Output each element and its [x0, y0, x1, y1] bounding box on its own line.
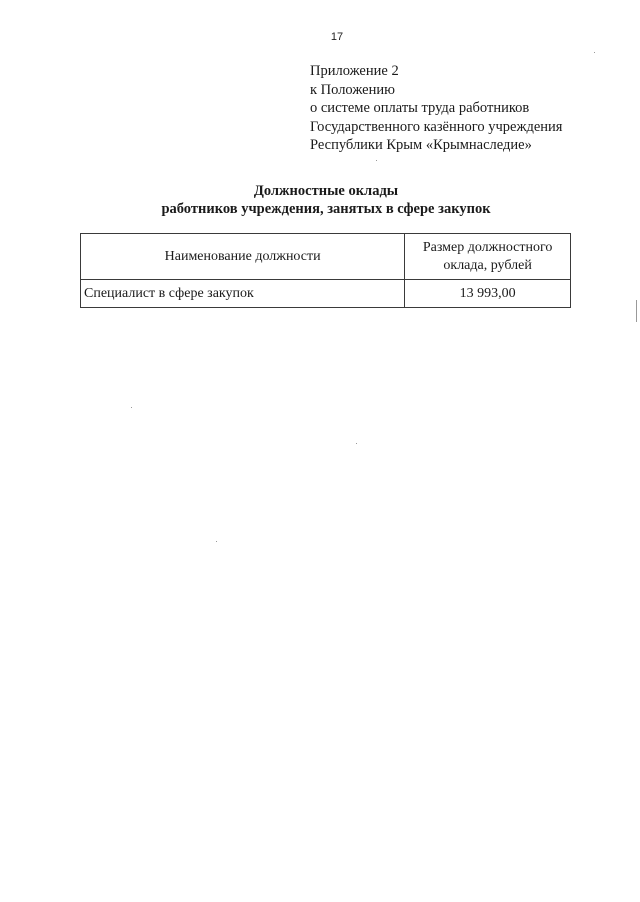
- scan-speck: [594, 52, 595, 53]
- scan-speck: [216, 541, 217, 542]
- scan-speck: [356, 443, 357, 444]
- scan-speck: [636, 300, 637, 322]
- scan-speck: [376, 160, 377, 161]
- page-number: 17: [330, 31, 344, 43]
- table-header-row: [81, 234, 571, 280]
- document-title: [0, 182, 640, 218]
- annex-line: Приложение 2: [310, 63, 399, 79]
- header-salary-line-1: Размер должностного: [422, 239, 553, 255]
- scan-speck: [131, 407, 132, 408]
- annex-block: [310, 62, 562, 155]
- annex-line: Государственного казённого учреждения: [310, 118, 563, 135]
- title-line-1: Должностные оклады: [253, 183, 399, 199]
- cell-position: Специалист в сфере закупок: [81, 280, 405, 308]
- title-line-2: работников учреждения, занятых в сфере закупок: [161, 201, 491, 217]
- header-salary-line-2: оклада, рублей: [443, 257, 532, 273]
- annex-line: Республики Крым «Крымнаследие»: [310, 137, 532, 153]
- salary-table: [80, 233, 571, 308]
- header-position: Наименование должности: [81, 234, 405, 280]
- header-salary: [405, 234, 571, 280]
- annex-line: о системе оплаты труда работников: [310, 100, 530, 116]
- cell-salary: 13 993,00: [405, 280, 571, 308]
- table-row: [81, 280, 571, 308]
- annex-line: к Положению: [310, 81, 395, 98]
